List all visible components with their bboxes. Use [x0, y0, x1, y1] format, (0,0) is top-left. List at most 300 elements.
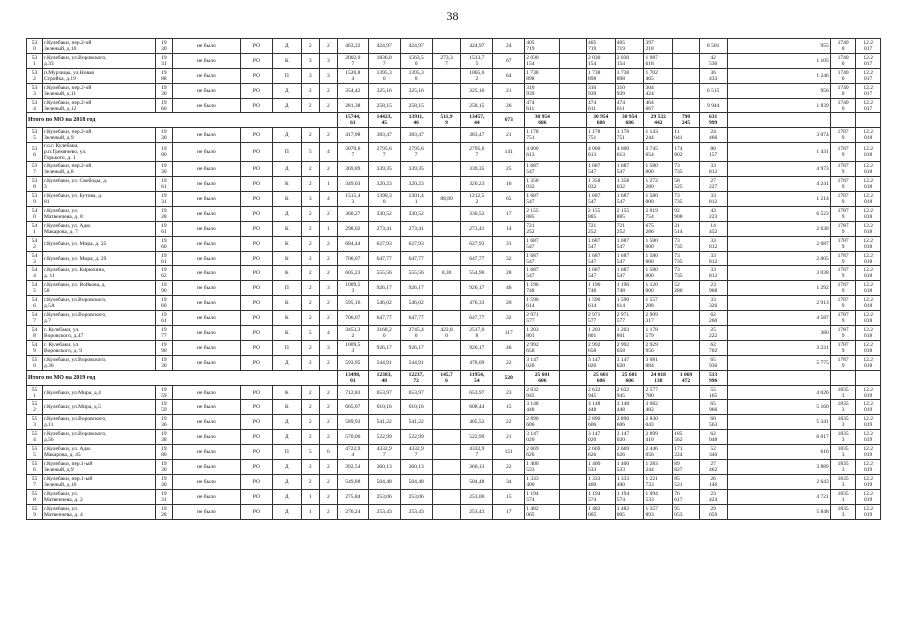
table-cell: 1787 9: [830, 206, 856, 221]
table-cell: [432, 221, 461, 236]
table-cell: 2 992 658: [586, 340, 615, 355]
table-cell: 1 580 000: [644, 192, 673, 207]
table-cell: 405 719: [586, 39, 615, 54]
table-cell: не было: [172, 489, 240, 504]
table-cell: не было: [172, 206, 240, 221]
table-cell: Д: [272, 355, 301, 370]
table-cell: [560, 355, 587, 370]
table-cell: 46: [493, 340, 525, 355]
table-cell: 12.2 018: [856, 177, 881, 192]
table-row: [27, 162, 881, 177]
table-cell: 1 687 547: [615, 192, 644, 207]
table-cell: [560, 177, 587, 192]
table-cell: 1 357 893: [644, 504, 673, 519]
table-cell: 1 687 547: [525, 192, 560, 207]
table-cell: 95 053: [673, 504, 700, 519]
table-cell: 1 178 579: [644, 326, 673, 341]
table-cell: 1 687 547: [525, 162, 560, 177]
table-cell: 1 194 574: [586, 489, 615, 504]
table-cell: 2 638: [727, 221, 830, 236]
table-cell: 12.2 018: [856, 192, 881, 207]
table-cell: 12.2 017: [856, 68, 881, 83]
table-cell: [560, 385, 587, 400]
table-cell: 1 333 400: [525, 474, 560, 489]
table-cell: 12.2 019: [856, 474, 881, 489]
table-cell: К: [272, 385, 301, 400]
table-cell: 19 88: [155, 68, 172, 83]
table-cell: 1787 9: [830, 162, 856, 177]
table-cell: 3 147 020: [586, 430, 615, 445]
table-cell: 1 687 547: [586, 266, 615, 281]
table-cell: 15744, 61: [337, 113, 368, 128]
table-cell: 5 848: [727, 504, 830, 519]
page-number: 38: [446, 9, 459, 23]
table-cell: не было: [172, 98, 240, 113]
table-cell: 2: [319, 266, 337, 281]
table-cell: г.Кулебаки, ул. Адм. Макарова, д. 7: [42, 221, 155, 236]
table-cell: К: [272, 192, 301, 207]
table-cell: 1 178 751: [615, 128, 644, 143]
table-cell: 424,97: [461, 39, 493, 54]
table-cell: 73 735: [673, 266, 700, 281]
table-cell: 1740 0: [830, 53, 856, 68]
table-cell: 19 30: [155, 128, 172, 143]
table-cell: г.Кулебаки, пер.2-ой Зеленый, д.9: [42, 128, 155, 143]
table-cell: [830, 370, 856, 385]
table-cell: 19 59: [155, 385, 172, 400]
table-cell: 1 196 748: [586, 281, 615, 296]
table-cell: РО: [241, 128, 273, 143]
table-cell: РО: [241, 504, 273, 519]
table-cell: 23 968: [699, 281, 727, 296]
table-cell: 4332,9 7: [461, 445, 493, 460]
table-row: [27, 474, 881, 489]
table-cell: 141: [493, 143, 525, 162]
table-cell: 3: [301, 53, 319, 68]
table-cell: 253,06: [400, 489, 432, 504]
table-cell: 1 590 614: [615, 296, 644, 311]
table-cell: [673, 340, 700, 355]
table-cell: не было: [172, 68, 240, 83]
table-cell: [830, 113, 856, 128]
table-cell: 3 231: [727, 340, 830, 355]
table-cell: 504,48: [400, 474, 432, 489]
table-cell: 65 966: [699, 400, 727, 415]
table-row: [27, 281, 881, 296]
table-cell: не было: [172, 236, 240, 251]
table-cell: 6 523: [727, 206, 830, 221]
table-cell: 1 196 748: [615, 281, 644, 296]
table-cell: 926,17: [368, 281, 400, 296]
table-cell: 73 735: [673, 192, 700, 207]
table-cell: 1 687 547: [586, 251, 615, 266]
table-cell: не было: [172, 445, 240, 460]
table-cell: Д: [272, 474, 301, 489]
table-cell: 12.2 018: [856, 162, 881, 177]
table-cell: 1835 3: [830, 430, 856, 445]
table-cell: не было: [172, 430, 240, 445]
table-cell: 171 224: [673, 445, 700, 460]
table-cell: 17: [493, 504, 525, 519]
table-cell: 1 687 547: [586, 192, 615, 207]
table-cell: 546,02: [368, 296, 400, 311]
table-cell: 4 000 613: [525, 143, 560, 162]
table-cell: [432, 177, 461, 192]
table-cell: 4332,9 7: [368, 445, 400, 460]
table-cell: 12.2 018: [856, 296, 881, 311]
table-cell: 2 669 626: [586, 445, 615, 460]
table-cell: 2 605: [727, 251, 830, 266]
table-cell: 33 326: [699, 296, 727, 311]
table-cell: 360,13: [368, 460, 400, 475]
table-row: [27, 400, 881, 415]
table-cell: 27 462: [699, 460, 727, 475]
table-cell: 549,88: [337, 474, 368, 489]
table-cell: 1 069 472: [673, 370, 700, 385]
table-cell: [673, 415, 700, 430]
table-cell: 330,52: [400, 206, 432, 221]
table-cell: [673, 296, 700, 311]
table-cell: 2 155 885: [525, 206, 560, 221]
table-cell: 610,16: [400, 400, 432, 415]
table-cell: 2 577 780: [644, 385, 673, 400]
table-cell: г.Кулебаки, ул. Мира, д. 29: [42, 251, 155, 266]
table-cell: 19 61: [155, 311, 172, 326]
table-cell: РО: [241, 39, 273, 54]
table-cell: 5 775: [727, 355, 830, 370]
table-cell: [673, 39, 700, 54]
table-cell: [673, 53, 700, 68]
table-cell: 675 286: [644, 221, 673, 236]
table-cell: 3 148 448: [525, 400, 560, 415]
table-cell: 30 954 686: [525, 113, 560, 128]
table-cell: 1740 0: [830, 98, 856, 113]
table-cell: 253,43: [461, 504, 493, 519]
table-cell: РО: [241, 355, 273, 370]
table-cell: 1 105: [727, 53, 830, 68]
table-cell: [560, 113, 587, 128]
table-cell: 258,15: [400, 98, 432, 113]
table-cell: 53 9: [27, 192, 43, 207]
table-row: [27, 430, 881, 445]
table-cell: 54 7: [27, 311, 43, 326]
table-cell: 32: [493, 311, 525, 326]
table-cell: 1 482 005: [525, 504, 560, 519]
table-cell: не было: [172, 340, 240, 355]
table-row: [27, 53, 881, 68]
table-cell: 3 148 448: [586, 400, 615, 415]
table-cell: 25: [493, 162, 525, 177]
table-row: [27, 39, 881, 54]
table-cell: 19 80: [155, 143, 172, 162]
table-cell: 383,47: [461, 128, 493, 143]
table-cell: 3: [319, 281, 337, 296]
table-cell: 1 687 547: [525, 266, 560, 281]
table-cell: г.Кулебаки, ул.Воровского, д.33: [42, 53, 155, 68]
table-cell: 511,9 9: [432, 113, 461, 128]
table-cell: 27 227: [699, 177, 727, 192]
table-cell: Д: [272, 489, 301, 504]
table-cell: 1 557 288: [644, 296, 673, 311]
table-cell: 2: [301, 311, 319, 326]
table-cell: 2: [319, 83, 337, 98]
table-cell: [560, 266, 587, 281]
table-cell: 4 587: [727, 311, 830, 326]
table-cell: 1787 9: [830, 311, 856, 326]
table-cell: 1: [301, 489, 319, 504]
table-cell: 653,97: [400, 385, 432, 400]
table-cell: 1 214: [727, 192, 830, 207]
table-cell: РО: [241, 326, 273, 341]
table-cell: 33 812: [699, 236, 727, 251]
table-cell: 145,7 6: [432, 370, 461, 385]
table-cell: 2: [301, 281, 319, 296]
table-cell: [432, 162, 461, 177]
table-cell: 392,54: [337, 460, 368, 475]
table-cell: 339,35: [400, 162, 432, 177]
table-cell: 2: [319, 236, 337, 251]
table-cell: 52 280: [673, 281, 700, 296]
table-cell: РО: [241, 266, 273, 281]
table-cell: 26 146: [699, 474, 727, 489]
table-cell: 2795,6 7: [400, 143, 432, 162]
table-cell: Д: [272, 83, 301, 98]
table-cell: 21: [493, 430, 525, 445]
table-cell: 1 333 400: [586, 474, 615, 489]
table-cell: 2 030 154: [525, 53, 560, 68]
table-cell: 2: [301, 296, 319, 311]
table-cell: 2 155 885: [586, 206, 615, 221]
table-cell: 22: [493, 415, 525, 430]
table-cell: 1 203 801: [525, 326, 560, 341]
table-cell: 1 272 280: [644, 177, 673, 192]
table-cell: 647,77: [368, 311, 400, 326]
table-cell: 2 909 317: [644, 311, 673, 326]
table-cell: 9 944: [699, 98, 727, 113]
table-cell: 53 2: [27, 68, 43, 83]
table-cell: РО: [241, 400, 273, 415]
table-cell: 4 000 613: [586, 143, 615, 162]
table-row: [27, 460, 881, 475]
table-cell: не было: [172, 83, 240, 98]
table-cell: г.Кулебаки, ул. Матвеичева, д. 8: [42, 206, 155, 221]
table-row: [27, 251, 881, 266]
table-cell: 1835 3: [830, 474, 856, 489]
table-cell: 2: [301, 385, 319, 400]
table-cell: 25 601 606: [525, 370, 560, 385]
table-cell: 2: [301, 474, 319, 489]
total-row: [27, 113, 881, 128]
table-cell: [560, 400, 587, 415]
table-cell: 298,02: [337, 221, 368, 236]
table-cell: 2 971 577: [525, 311, 560, 326]
table-cell: 1009,5 3: [337, 281, 368, 296]
table-cell: 3: [319, 68, 337, 83]
table-cell: 1395,3 0: [400, 68, 432, 83]
table-cell: не было: [172, 128, 240, 143]
table-cell: 53 5: [27, 128, 43, 143]
table-cell: 339,35: [368, 162, 400, 177]
table-cell: 19 31: [155, 192, 172, 207]
table-cell: 3 889: [727, 460, 830, 475]
table-cell: 1 194 574: [615, 489, 644, 504]
table-cell: 8 501: [699, 39, 727, 54]
table-cell: 73 735: [673, 236, 700, 251]
table-row: [27, 206, 881, 221]
table-cell: Д: [272, 162, 301, 177]
table-cell: [432, 474, 461, 489]
table-cell: [560, 39, 587, 54]
table-cell: 1 580 000: [644, 236, 673, 251]
table-cell: 14 452: [699, 221, 727, 236]
table-cell: 589,93: [337, 415, 368, 430]
table-cell: не было: [172, 251, 240, 266]
table-cell: 325,16: [368, 83, 400, 98]
table-cell: 647,77: [400, 251, 432, 266]
table-cell: [560, 415, 587, 430]
table-cell: Д: [272, 415, 301, 430]
table-cell: П: [272, 143, 301, 162]
table-cell: 19 60: [155, 236, 172, 251]
table-cell: [673, 68, 700, 83]
table-cell: 1: [301, 504, 319, 519]
table-cell: [673, 98, 700, 113]
table-cell: 4 241: [727, 177, 830, 192]
table-cell: 422,8 0: [432, 326, 461, 341]
table-cell: [673, 355, 700, 370]
table-row: [27, 296, 881, 311]
table-cell: 2517,0 8: [461, 326, 493, 341]
table-cell: 2 899 410: [644, 430, 673, 445]
table-cell: 1 283 244: [644, 460, 673, 475]
table-cell: 52 346: [699, 445, 727, 460]
table-row: [27, 236, 881, 251]
table-cell: [432, 83, 461, 98]
table-cell: 2 913: [727, 296, 830, 311]
table-cell: 14: [493, 221, 525, 236]
table-cell: 65: [493, 192, 525, 207]
table-row: [27, 177, 881, 192]
table-cell: 19 30: [155, 39, 172, 54]
table-cell: 647,77: [400, 311, 432, 326]
table-cell: 12.2 017: [856, 53, 881, 68]
table-cell: 2 687: [727, 236, 830, 251]
table-cell: не было: [172, 39, 240, 54]
table-row: [27, 489, 881, 504]
table-cell: 2: [319, 474, 337, 489]
table-cell: 474 611: [525, 98, 560, 113]
table-cell: [560, 326, 587, 341]
total-row: [27, 370, 881, 385]
table-cell: К: [272, 251, 301, 266]
table-cell: 349,03: [337, 177, 368, 192]
table-cell: РО: [241, 236, 273, 251]
table-cell: 1787 9: [830, 128, 856, 143]
table-cell: 24: [493, 39, 525, 54]
table-cell: 2 632 945: [615, 385, 644, 400]
table-cell: 2: [319, 460, 337, 475]
table-cell: Д: [272, 206, 301, 221]
table-cell: 55 8: [27, 489, 43, 504]
table-cell: 1787 9: [830, 143, 856, 162]
table-cell: 12.2 017: [856, 39, 881, 54]
table-cell: 2795,6 7: [461, 143, 493, 162]
table-cell: 4: [319, 143, 337, 162]
table-cell: 1513,7 5: [461, 53, 493, 68]
table-cell: не было: [172, 311, 240, 326]
table-row: [27, 445, 881, 460]
table-cell: 1: [319, 221, 337, 236]
table-cell: [560, 68, 587, 83]
table-cell: 522,99: [368, 430, 400, 445]
table-cell: 522,99: [461, 430, 493, 445]
table-cell: 19 90: [155, 281, 172, 296]
table-cell: РО: [241, 281, 273, 296]
table-cell: 2: [319, 98, 337, 113]
table-cell: К: [272, 266, 301, 281]
table-cell: 2 971 577: [586, 311, 615, 326]
table-cell: г.Кулебаки, ул.Воровского, д.36: [42, 355, 155, 370]
table-cell: 926,17: [461, 281, 493, 296]
table-cell: 73 735: [673, 251, 700, 266]
table-cell: РО: [241, 474, 273, 489]
table-cell: 1787 9: [830, 236, 856, 251]
table-cell: не было: [172, 281, 240, 296]
table-cell: РО: [241, 192, 273, 207]
table-cell: 706,07: [337, 311, 368, 326]
table-cell: 608,44: [461, 400, 493, 415]
table-cell: 21: [493, 83, 525, 98]
table-cell: 2: [319, 489, 337, 504]
table-cell: [432, 311, 461, 326]
table-cell: 55 9: [27, 504, 43, 519]
table-cell: 31 514: [673, 221, 700, 236]
table-cell: 2: [319, 128, 337, 143]
table-row: [27, 221, 881, 236]
table-cell: 1 738 898: [586, 68, 615, 83]
table-cell: 1 431: [727, 143, 830, 162]
table-cell: 2: [301, 98, 319, 113]
table-cell: 80 157: [699, 143, 727, 162]
table-cell: не было: [172, 53, 240, 68]
table-cell: 4722,9 4: [337, 445, 368, 460]
table-cell: [673, 83, 700, 98]
table-cell: 647,77: [368, 251, 400, 266]
table-cell: 5: [301, 326, 319, 341]
table-cell: 1 178 751: [586, 128, 615, 143]
table-cell: 405 719: [615, 39, 644, 54]
table-cell: [432, 236, 461, 251]
table-cell: 12.2 018: [856, 326, 881, 341]
table-cell: 1 687 547: [615, 162, 644, 177]
table-cell: П: [272, 281, 301, 296]
table-cell: 721 252: [525, 221, 560, 236]
table-cell: 12.2 018: [856, 206, 881, 221]
table-cell: 320,23: [368, 177, 400, 192]
table-cell: 2795,6 7: [368, 143, 400, 162]
table-cell: 1835 3: [830, 460, 856, 475]
table-cell: Д: [272, 460, 301, 475]
table-cell: 2 830 043: [644, 415, 673, 430]
table-cell: П: [272, 340, 301, 355]
table-cell: не было: [172, 296, 240, 311]
table-cell: [560, 370, 587, 385]
table-cell: 276,24: [337, 504, 368, 519]
table-cell: [560, 311, 587, 326]
table-cell: К: [272, 221, 301, 236]
table-cell: 2: [301, 221, 319, 236]
table-cell: 19 62: [155, 266, 172, 281]
